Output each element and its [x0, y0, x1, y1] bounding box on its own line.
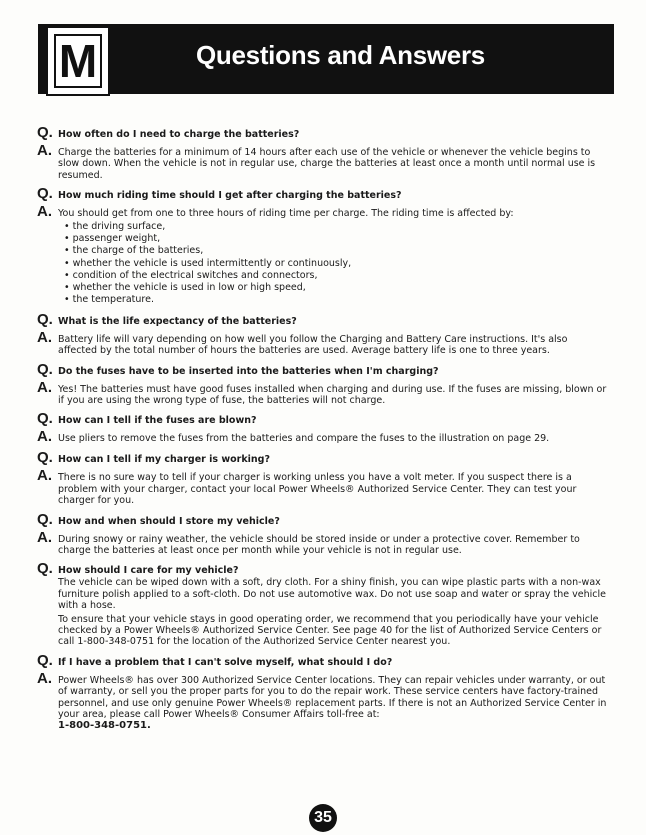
question-marker: Q.: [37, 651, 53, 669]
question-text: If I have a problem that I can't solve myself, what should I do?: [58, 656, 393, 668]
answer-marker: A.: [37, 467, 52, 485]
qa-item: [37, 410, 607, 445]
question-text: How can I tell if my charger is working?: [58, 454, 270, 466]
question: [37, 560, 607, 577]
question-text: How often do I need to charge the batteries?: [58, 129, 300, 140]
answer-text: Battery life will vary depending on how well you follow the Charging and Battery Care instructions. It's also affected by the total number of hours the batteries are used. Average battery life is one to three years.: [58, 333, 568, 357]
question: [37, 410, 607, 427]
page-number-badge: 35: [309, 804, 337, 832]
question: [37, 185, 607, 202]
answer-text: During snowy or rainy weather, the vehicle should be stored inside or under a protective cover. Remember to charge the batteries at least once per month while your vehicle is not in regular use.: [58, 533, 580, 556]
question-marker: Q.: [37, 510, 53, 528]
phone-number: 1-800-348-0751.: [58, 720, 151, 732]
question: [37, 311, 607, 328]
question: [37, 361, 607, 378]
list-item: • the driving surface,: [64, 221, 514, 233]
answer-text: There is no sure way to tell if your charger is working unless you have a volt meter. If you suspect there is a problem with your charger, contact your local Power Wheels® Authorized Service Center. They can test your charger for you.: [58, 472, 577, 507]
qa-item: [37, 560, 607, 647]
list-item: • whether the vehicle is used in low or high speed,: [64, 282, 514, 294]
answer: [37, 577, 607, 647]
qa-item: [37, 124, 607, 181]
answer-marker: A.: [37, 669, 52, 687]
question-marker: Q.: [37, 360, 53, 378]
qa-item: [37, 511, 607, 557]
question: [37, 124, 607, 141]
answer-text: Power Wheels® has over 300 Authorized Service Center locations. They can repair vehicles under warranty, or out of warranty, or sell you the proper parts for you to do the repair work. These service centers have factory-trained personnel, and use only genuine Power Wheels® replacement parts. If there is not an Authorized Service Center in your area, please call Power Wheels® Consumer Affairs toll-free at:: [58, 674, 607, 721]
answer: [37, 142, 607, 181]
answer: [37, 467, 607, 506]
answer-paragraph: To ensure that your vehicle stays in good operating order, we recommend that you periodically have your vehicle checked by a Power Wheels® Authorized Service Center. See page 40 for the list of Authorized Service Centers or call 1-800-348-0751 for the location of the Authorized Service Center nearest you.: [58, 613, 602, 648]
question-marker: Q.: [37, 449, 53, 467]
question-text: How much riding time should I get after charging the batteries?: [58, 190, 402, 202]
question-marker: Q.: [37, 410, 53, 428]
answer: [37, 529, 607, 557]
list-item: • condition of the electrical switches and connectors,: [64, 270, 514, 282]
answer: [37, 670, 607, 732]
answer: [37, 329, 607, 357]
qa-item: [37, 652, 607, 732]
answer: [37, 428, 607, 445]
list-item: • the charge of the batteries,: [64, 245, 514, 257]
question-text: What is the life expectancy of the batteries?: [58, 315, 297, 327]
qa-item: [37, 311, 607, 357]
answer-marker: A.: [37, 528, 52, 546]
question: [37, 652, 607, 669]
question-marker: Q.: [37, 124, 53, 141]
qa-item: [37, 361, 607, 407]
answer-paragraph: The vehicle can be wiped down with a soft, dry cloth. For a shiny finish, you can wipe plastic parts with a non-wax furniture polish applied to a soft-cloth. Do not use automotive wax. Do not use soap and water or spray the vehicle with a hose.: [58, 577, 607, 612]
question: [37, 511, 607, 528]
answer-marker: A.: [37, 428, 52, 446]
question-text: How and when should I store my vehicle?: [58, 515, 280, 527]
qa-item: [37, 185, 607, 306]
section-letter: M: [54, 34, 102, 88]
question-text: How should I care for my vehicle?: [58, 565, 239, 577]
question: [37, 449, 607, 466]
section-letter-box: [46, 26, 110, 96]
question-text: How can I tell if the fuses are blown?: [58, 415, 257, 427]
page-title: Questions and Answers: [196, 40, 485, 70]
answer: [37, 203, 607, 306]
list-item: • the temperature.: [64, 294, 514, 306]
question-marker: Q.: [37, 185, 53, 203]
answer-marker: A.: [37, 328, 52, 346]
answer-text: Use pliers to remove the fuses from the batteries and compare the fuses to the illustration on page 29.: [58, 433, 550, 445]
answer-text: Charge the batteries for a minimum of 14 hours after each use of the vehicle or whenever the vehicle begins to slow down. When the vehicle is not in regular use, charge the batteries at least once a month until normal use is resumed.: [58, 147, 596, 181]
answer-text: You should get from one to three hours of riding time per charge. The riding time is affected by:: [58, 208, 514, 220]
list-item: • passenger weight,: [64, 233, 514, 245]
qa-item: [37, 449, 607, 506]
answer-marker: A.: [37, 142, 52, 159]
factor-list: [64, 221, 514, 307]
answer: [37, 379, 607, 407]
question-marker: Q.: [37, 310, 53, 328]
qa-list: [37, 120, 607, 732]
answer-text: Yes! The batteries must have good fuses installed when charging and during use. If the fuses are missing, blown or if you are using the wrong type of fuse, the batteries will not charge.: [58, 383, 607, 406]
answer-marker: A.: [37, 378, 52, 396]
answer-marker: A.: [37, 203, 52, 221]
question-text: Do the fuses have to be inserted into the batteries when I'm charging?: [58, 365, 439, 377]
question-marker: Q.: [37, 560, 53, 578]
list-item: • whether the vehicle is used intermittently or continuously,: [64, 258, 514, 270]
